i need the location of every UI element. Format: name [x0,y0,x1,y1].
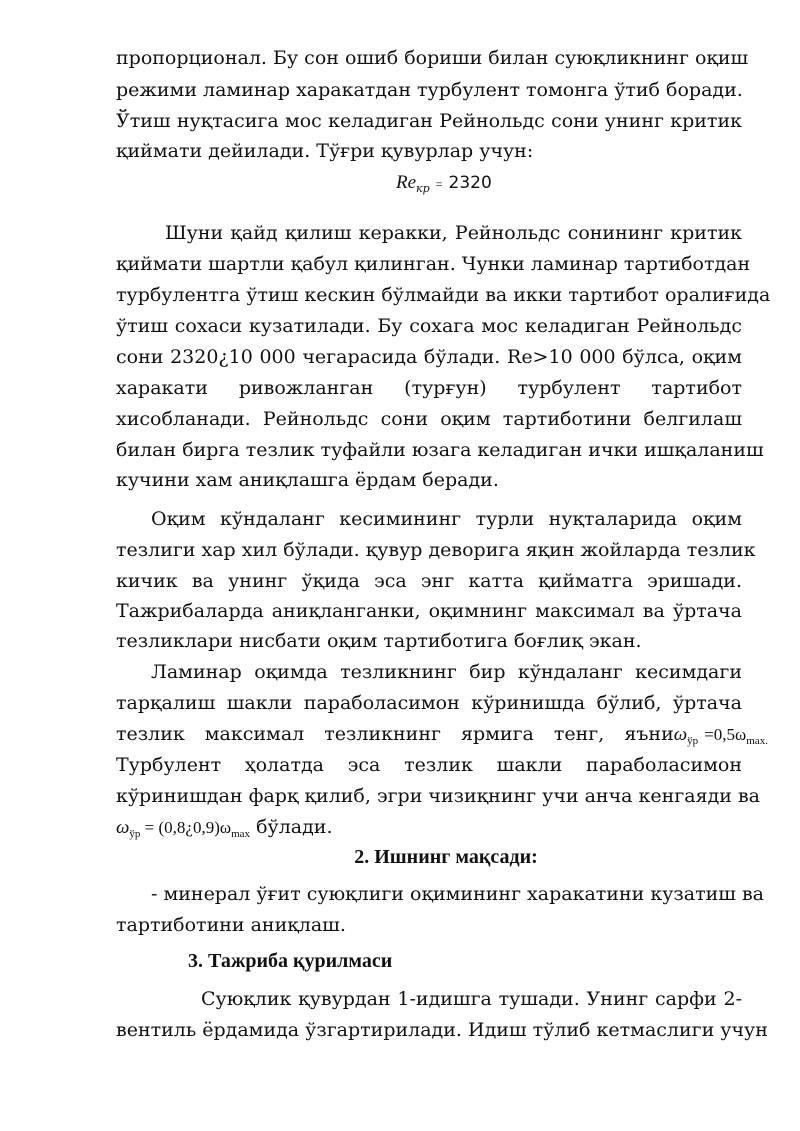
formula-rhs: =0,5ω [704,725,747,744]
formula-subscript: max [231,828,251,840]
text-line: кўринишдан фарқ қилиб, эгри чизиқнинг учи анча кенгаяди ва [116,785,760,807]
formula-subscript: max. [746,735,768,747]
text-line: Оқим кўндаланг кесимининг турли нуқталарида оқим [151,508,742,530]
formula-subscript: кр [416,182,430,195]
text-line: билан бирга тезлик туфайли юзага келадиган ички ишқаланиш [116,439,764,461]
text-line: Турбулент ҳолатда эса тезлик шакли параболасимон [116,754,742,776]
text-line: турбулентга ўтиш кескин бўлмайди ва икки тартибот оралиғида [116,284,771,306]
text-line: тарқалиш шакли параболасимон кўринишда бўлиб, ўртача [116,692,742,714]
formula-symbol: Re [396,172,417,193]
formula-equals: = [435,177,443,191]
section-heading: 3. Тажриба қурилмаси [188,950,393,972]
text-line-with-formula [116,719,768,749]
text-line: хисобланади. Рейнольдс сони оқим тартиботини белгилаш [116,408,742,430]
formula-rhs: = (0,8¿0,9)ω [140,818,232,837]
omega-symbol: ω [673,724,688,745]
text-line: ўтиш сохаси кузатилади. Бу сохага мос келадиган Рейнольдс [116,315,742,337]
text-line: Суюқлик қувурдан 1-идишга тушади. Унинг сарфи 2- [201,988,742,1010]
text-line: Шуни қайд қилиш керакки, Рейнольдс сонининг критик [165,222,742,244]
text-line: кучини хам аниқлашга ёрдам беради. [116,469,499,491]
text-line: сони 2320¿10 000 чегарасида бўлади. Re>10 000 бўлса, оқим [116,346,742,368]
text-line: пропорционал. Бу сон ошиб бориши билан суюқликнинг оқиш [116,47,749,69]
omega-symbol: ω [116,817,130,838]
text-fragment: тезлик максимал тезликнинг ярмига тенг, яъни [116,723,674,745]
text-fragment: бўлади. [250,816,333,838]
formula-subscript: ўр [129,828,141,840]
text-line: қиймати шартли қабул қилинган. Чунки ламинар тартиботдан [116,253,751,275]
text-line: тезликлари нисбати оқим тартиботига боғлиқ экан. [116,630,642,652]
formula-reynolds-critical [396,167,596,197]
text-line: Ўтиш нуқтасига мос келадиган Рейнольдс сони унинг критик [116,110,742,132]
text-line: Ламинар оқимда тезликнинг бир кўндаланг кесимдаги [151,661,742,683]
text-line: тезлиги хар хил бўлади. қувур деворига яқин жойларда тезлик [116,539,756,561]
text-line: тартиботини аниқлаш. [116,914,346,936]
text-line: Тажрибаларда аниқланганки, оқимнинг максимал ва ўртача [116,600,742,622]
text-line: кичик ва унинг ўқида эса энг катта қийматга эришади. [116,570,742,592]
text-line: вентиль ёрдамида ўзгартирилади. Идиш тўлиб кетмаслиги учун [116,1019,768,1041]
text-line: режими ламинар харакатдан турбулент томонга ўтиб боради. [116,79,743,101]
text-line: - минерал ўғит суюқлиги оқимининг харакатини кузатиш ва [151,883,764,905]
formula-subscript: ўр [687,735,699,747]
text-line: қиймати дейилади. Тўғри қувурлар учун: [116,140,534,162]
text-line-with-formula [116,812,742,842]
section-heading: 2. Ишнинг мақсади: [354,846,538,868]
text-line: харакати ривожланган (турғун) турбулент тартибот [116,377,742,399]
formula-value: 2320 [448,173,492,193]
